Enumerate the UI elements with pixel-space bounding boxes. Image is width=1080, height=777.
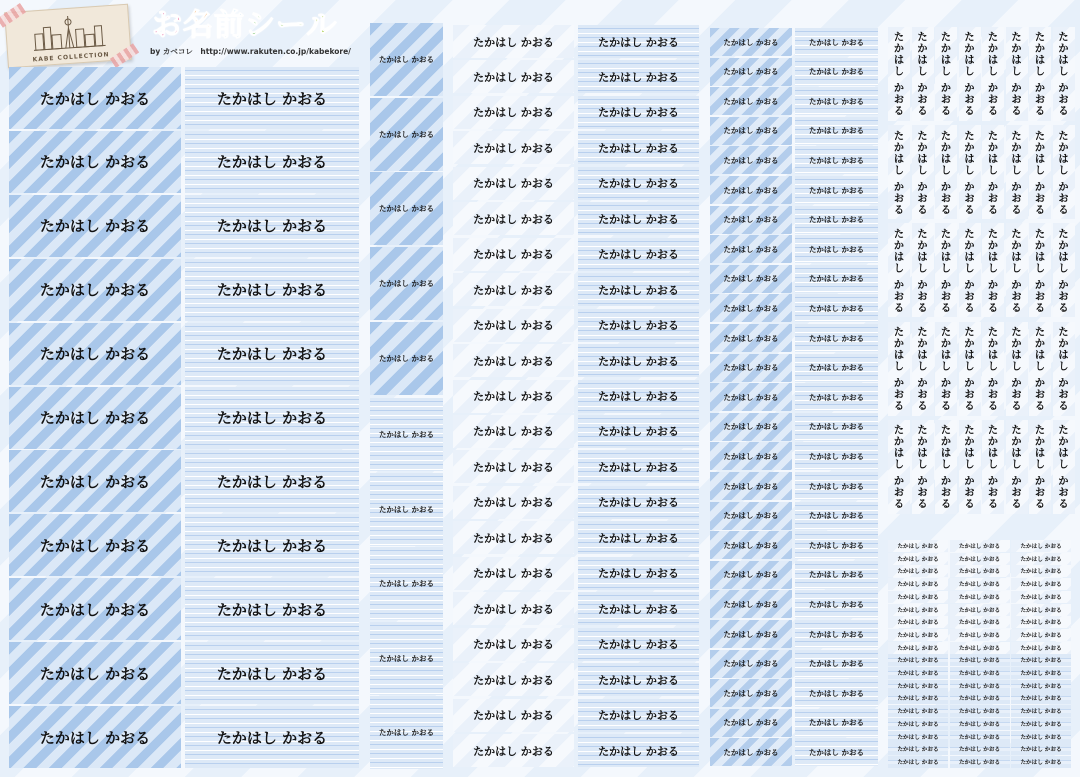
name-sticker: たかはし かおる — [578, 273, 699, 306]
vertical-name-sticker: たかはし かおる — [1053, 223, 1075, 317]
name-sticker: たかはし かおる — [578, 25, 699, 58]
title-char: シ — [245, 8, 276, 43]
vertical-name-sticker: たかはし かおる — [959, 322, 981, 416]
name-sticker: たかはし かおる — [185, 259, 359, 321]
name-sticker: たかはし かおる — [578, 699, 699, 732]
name-sticker: たかはし かおる — [710, 87, 792, 115]
vertical-name-sticker: たかはし かおる — [1006, 223, 1028, 317]
vertical-name-sticker: たかはし かおる — [888, 125, 910, 219]
name-sticker: たかはし かおる — [950, 616, 1010, 628]
name-sticker: たかはし かおる — [795, 58, 878, 86]
name-sticker: たかはし かおる — [795, 650, 878, 678]
name-sticker: たかはし かおる — [578, 167, 699, 200]
name-sticker: たかはし かおる — [710, 28, 792, 56]
name-sticker: たかはし かおる — [795, 472, 878, 500]
name-sticker: たかはし かおる — [795, 87, 878, 115]
name-sticker: たかはし かおる — [1011, 553, 1071, 565]
name-sticker: たかはし かおる — [710, 265, 792, 293]
name-sticker: たかはし かおる — [950, 578, 1010, 590]
vertical-name-sticker: たかはし かおる — [912, 420, 934, 514]
name-sticker: たかはし かおる — [453, 415, 574, 448]
vertical-name-sticker: たかはし かおる — [1006, 322, 1028, 416]
name-sticker: たかはし かおる — [578, 521, 699, 554]
name-sticker: たかはし かおる — [1011, 629, 1071, 641]
name-sticker: たかはし かおる — [888, 540, 948, 552]
name-sticker: たかはし かおる — [9, 514, 181, 576]
name-sticker: たかはし かおる — [710, 709, 792, 737]
vertical-name-sticker: たかはし かおる — [1053, 420, 1075, 514]
vertical-name-sticker: たかはし かおる — [935, 125, 957, 219]
name-sticker: たかはし かおる — [710, 472, 792, 500]
name-sticker: たかはし かおる — [950, 604, 1010, 616]
name-sticker: たかはし かおる — [578, 415, 699, 448]
name-sticker: たかはし かおる — [888, 642, 948, 654]
name-sticker: たかはし かおる — [1011, 667, 1071, 679]
name-sticker: たかはし かおる — [578, 486, 699, 519]
name-sticker: たかはし かおる — [1011, 565, 1071, 577]
vertical-name-sticker: たかはし かおる — [935, 420, 957, 514]
name-sticker: たかはし かおる — [453, 521, 574, 554]
city-skyline-icon — [32, 11, 106, 52]
name-sticker: たかはし かおる — [950, 591, 1010, 603]
name-sticker: たかはし かおる — [795, 383, 878, 411]
name-sticker: たかはし かおる — [795, 413, 878, 441]
name-sticker: たかはし かおる — [795, 294, 878, 322]
name-sticker: たかはし かおる — [578, 663, 699, 696]
logo-caption: KABE COLLECTION — [32, 51, 110, 64]
name-sticker: たかはし かおる — [578, 131, 699, 164]
name-sticker: たかはし かおる — [578, 380, 699, 413]
name-sticker: たかはし かおる — [795, 531, 878, 559]
name-sticker: たかはし かおる — [710, 738, 792, 766]
name-sticker: たかはし かおる — [370, 98, 443, 171]
vertical-name-sticker: たかはし かおる — [912, 322, 934, 416]
name-sticker: たかはし かおる — [185, 642, 359, 704]
name-sticker: たかはし かおる — [710, 531, 792, 559]
name-sticker: たかはし かおる — [1011, 591, 1071, 603]
name-sticker: たかはし かおる — [710, 58, 792, 86]
name-sticker: たかはし かおる — [710, 235, 792, 263]
vertical-name-sticker: たかはし かおる — [1053, 27, 1075, 121]
vertical-name-sticker: たかはし かおる — [1053, 125, 1075, 219]
name-sticker: たかはし かおる — [370, 172, 443, 245]
vertical-name-sticker: たかはし かおる — [888, 27, 910, 121]
name-sticker: たかはし かおる — [950, 743, 1010, 755]
name-sticker: たかはし かおる — [795, 561, 878, 589]
name-sticker: たかはし かおる — [950, 692, 1010, 704]
name-sticker: たかはし かおる — [578, 734, 699, 767]
name-sticker: たかはし かおる — [888, 756, 948, 768]
name-sticker: たかはし かおる — [795, 28, 878, 56]
vertical-name-sticker: たかはし かおる — [959, 125, 981, 219]
vertical-name-sticker: たかはし かおる — [1006, 420, 1028, 514]
name-sticker: たかはし かおる — [795, 324, 878, 352]
name-sticker: たかはし かおる — [370, 547, 443, 620]
name-sticker: たかはし かおる — [185, 67, 359, 129]
vertical-name-sticker: たかはし かおる — [888, 420, 910, 514]
name-sticker: たかはし かおる — [888, 743, 948, 755]
vertical-name-sticker: たかはし かおる — [982, 27, 1004, 121]
vertical-name-sticker: たかはし かおる — [912, 125, 934, 219]
vertical-name-sticker: たかはし かおる — [912, 27, 934, 121]
vertical-name-sticker: たかはし かおる — [1029, 223, 1051, 317]
name-sticker: たかはし かおる — [1011, 743, 1071, 755]
name-sticker: たかはし かおる — [950, 667, 1010, 679]
tape-decoration — [110, 43, 139, 68]
name-sticker: たかはし かおる — [453, 202, 574, 235]
name-sticker: たかはし かおる — [578, 60, 699, 93]
name-sticker: たかはし かおる — [710, 324, 792, 352]
name-sticker: たかはし かおる — [888, 667, 948, 679]
name-sticker: たかはし かおる — [578, 238, 699, 271]
vertical-name-sticker: たかはし かおる — [959, 27, 981, 121]
name-sticker: たかはし かおる — [795, 502, 878, 530]
name-sticker: たかはし かおる — [795, 354, 878, 382]
name-sticker: たかはし かおる — [1011, 705, 1071, 717]
vertical-name-sticker: たかはし かおる — [1029, 125, 1051, 219]
name-sticker: たかはし かおる — [888, 629, 948, 641]
page-title — [152, 6, 337, 46]
name-sticker: たかはし かおる — [453, 380, 574, 413]
name-sticker: たかはし かおる — [453, 486, 574, 519]
name-sticker: たかはし かおる — [370, 247, 443, 320]
name-sticker: たかはし かおる — [453, 557, 574, 590]
name-sticker: たかはし かおる — [370, 622, 443, 695]
name-sticker: たかはし かおる — [795, 679, 878, 707]
name-sticker: たかはし かおる — [185, 706, 359, 768]
name-sticker: たかはし かおる — [888, 692, 948, 704]
name-sticker: たかはし かおる — [578, 592, 699, 625]
name-sticker: たかはし かおる — [453, 96, 574, 129]
name-sticker: たかはし かおる — [1011, 680, 1071, 692]
name-sticker: たかはし かおる — [9, 195, 181, 257]
name-sticker: たかはし かおる — [950, 642, 1010, 654]
vertical-name-sticker: たかはし かおる — [959, 223, 981, 317]
name-sticker: たかはし かおる — [710, 620, 792, 648]
vertical-name-sticker: たかはし かおる — [888, 322, 910, 416]
name-sticker: たかはし かおる — [185, 131, 359, 193]
name-sticker: たかはし かおる — [453, 734, 574, 767]
name-sticker: たかはし かおる — [453, 344, 574, 377]
name-sticker: たかはし かおる — [795, 146, 878, 174]
vertical-name-sticker: たかはし かおる — [1006, 27, 1028, 121]
name-sticker: たかはし かおる — [453, 60, 574, 93]
name-sticker: たかはし かおる — [9, 323, 181, 385]
name-sticker: たかはし かおる — [888, 616, 948, 628]
vertical-name-sticker: たかはし かおる — [982, 420, 1004, 514]
name-sticker: たかはし かおる — [1011, 718, 1071, 730]
name-sticker: たかはし かおる — [453, 450, 574, 483]
vertical-name-sticker: たかはし かおる — [982, 322, 1004, 416]
vertical-name-sticker: たかはし かおる — [935, 322, 957, 416]
name-sticker: たかはし かおる — [9, 67, 181, 129]
name-sticker: たかはし かおる — [185, 195, 359, 257]
brand-logo — [4, 4, 132, 69]
name-sticker: たかはし かおる — [888, 604, 948, 616]
name-sticker: たかはし かおる — [950, 705, 1010, 717]
name-sticker: たかはし かおる — [1011, 578, 1071, 590]
vertical-name-sticker: たかはし かおる — [1029, 322, 1051, 416]
name-sticker: たかはし かおる — [578, 628, 699, 661]
name-sticker: たかはし かおる — [185, 514, 359, 576]
name-sticker: たかはし かおる — [185, 450, 359, 512]
vertical-name-sticker: たかはし かおる — [1006, 125, 1028, 219]
name-sticker: たかはし かおる — [710, 650, 792, 678]
vertical-name-sticker: たかはし かおる — [912, 223, 934, 317]
name-sticker: たかはし かおる — [1011, 692, 1071, 704]
name-sticker: たかはし かおる — [1011, 756, 1071, 768]
name-sticker: たかはし かおる — [9, 642, 181, 704]
name-sticker: たかはし かおる — [1011, 540, 1071, 552]
name-sticker: たかはし かおる — [710, 206, 792, 234]
name-sticker: たかはし かおる — [710, 590, 792, 618]
name-sticker: たかはし かおる — [453, 309, 574, 342]
title-char: お — [152, 8, 183, 43]
name-sticker: たかはし かおる — [9, 387, 181, 449]
name-sticker: たかはし かおる — [453, 628, 574, 661]
name-sticker: たかはし かおる — [185, 387, 359, 449]
vertical-name-sticker: たかはし かおる — [1029, 420, 1051, 514]
name-sticker: たかはし かおる — [453, 131, 574, 164]
name-sticker: たかはし かおる — [795, 206, 878, 234]
name-sticker: たかはし かおる — [578, 96, 699, 129]
name-sticker: たかはし かおる — [795, 738, 878, 766]
name-sticker: たかはし かおる — [888, 731, 948, 743]
name-sticker: たかはし かおる — [9, 259, 181, 321]
name-sticker: たかはし かおる — [795, 590, 878, 618]
vertical-name-sticker: たかはし かおる — [982, 125, 1004, 219]
name-sticker: たかはし かおる — [710, 117, 792, 145]
title-char: ー — [276, 8, 307, 43]
name-sticker: たかはし かおる — [795, 265, 878, 293]
name-sticker: たかはし かおる — [950, 565, 1010, 577]
name-sticker: たかはし かおる — [888, 680, 948, 692]
name-sticker: たかはし かおる — [453, 238, 574, 271]
vertical-name-sticker: たかはし かおる — [888, 223, 910, 317]
name-sticker: たかはし かおる — [453, 663, 574, 696]
name-sticker: たかはし かおる — [1011, 731, 1071, 743]
name-sticker: たかはし かおる — [950, 540, 1010, 552]
name-sticker: たかはし かおる — [950, 629, 1010, 641]
name-sticker: たかはし かおる — [710, 294, 792, 322]
name-sticker: たかはし かおる — [795, 442, 878, 470]
name-sticker: たかはし かおる — [9, 578, 181, 640]
name-sticker: たかはし かおる — [710, 442, 792, 470]
name-sticker: たかはし かおる — [185, 578, 359, 640]
name-sticker: たかはし かおる — [888, 578, 948, 590]
name-sticker: たかはし かおる — [710, 146, 792, 174]
name-sticker: たかはし かおる — [795, 176, 878, 204]
name-sticker: たかはし かおる — [888, 553, 948, 565]
name-sticker: たかはし かおる — [453, 25, 574, 58]
name-sticker: たかはし かおる — [888, 705, 948, 717]
vertical-name-sticker: たかはし かおる — [1053, 322, 1075, 416]
name-sticker: たかはし かおる — [950, 553, 1010, 565]
name-sticker: たかはし かおる — [370, 473, 443, 546]
name-sticker: たかはし かおる — [950, 654, 1010, 666]
name-sticker: たかはし かおる — [710, 413, 792, 441]
name-sticker: たかはし かおる — [578, 450, 699, 483]
name-sticker: たかはし かおる — [9, 450, 181, 512]
title-char: 名 — [183, 8, 214, 43]
name-sticker: たかはし かおる — [950, 731, 1010, 743]
name-sticker: たかはし かおる — [950, 718, 1010, 730]
title-char: ル — [306, 8, 338, 43]
name-sticker: たかはし かおる — [795, 235, 878, 263]
name-sticker: たかはし かおる — [710, 176, 792, 204]
name-sticker: たかはし かおる — [578, 557, 699, 590]
name-sticker: たかはし かおる — [950, 756, 1010, 768]
name-sticker: たかはし かおる — [1011, 604, 1071, 616]
name-sticker: たかはし かおる — [950, 680, 1010, 692]
name-sticker: たかはし かおる — [1011, 654, 1071, 666]
name-sticker: たかはし かおる — [710, 354, 792, 382]
name-sticker: たかはし かおる — [9, 706, 181, 768]
name-sticker: たかはし かおる — [578, 344, 699, 377]
name-sticker: たかはし かおる — [710, 383, 792, 411]
name-sticker: たかはし かおる — [710, 679, 792, 707]
byline: by カベコレ http://www.rakuten.co.jp/kabekore/ — [150, 47, 351, 56]
name-sticker: たかはし かおる — [185, 323, 359, 385]
name-sticker: たかはし かおる — [453, 273, 574, 306]
name-sticker: たかはし かおる — [710, 502, 792, 530]
name-sticker: たかはし かおる — [795, 620, 878, 648]
name-sticker: たかはし かおる — [888, 718, 948, 730]
name-sticker: たかはし かおる — [578, 202, 699, 235]
name-sticker: たかはし かおる — [578, 309, 699, 342]
name-sticker: たかはし かおる — [9, 131, 181, 193]
name-sticker: たかはし かおる — [370, 322, 443, 395]
name-sticker: たかはし かおる — [453, 699, 574, 732]
name-sticker: たかはし かおる — [888, 654, 948, 666]
name-sticker: たかはし かおる — [370, 696, 443, 769]
name-sticker: たかはし かおる — [453, 167, 574, 200]
name-sticker: たかはし かおる — [888, 591, 948, 603]
name-sticker: たかはし かおる — [453, 592, 574, 625]
name-sticker: たかはし かおる — [370, 23, 443, 96]
vertical-name-sticker: たかはし かおる — [935, 27, 957, 121]
name-sticker: たかはし かおる — [1011, 616, 1071, 628]
name-sticker: たかはし かおる — [1011, 642, 1071, 654]
vertical-name-sticker: たかはし かおる — [982, 223, 1004, 317]
vertical-name-sticker: たかはし かおる — [1029, 27, 1051, 121]
title-char: 前 — [214, 8, 245, 43]
name-sticker: たかはし かおる — [795, 709, 878, 737]
vertical-name-sticker: たかはし かおる — [959, 420, 981, 514]
name-sticker: たかはし かおる — [710, 561, 792, 589]
tape-decoration — [0, 3, 26, 28]
vertical-name-sticker: たかはし かおる — [935, 223, 957, 317]
name-sticker: たかはし かおる — [370, 398, 443, 471]
name-sticker: たかはし かおる — [888, 565, 948, 577]
name-sticker: たかはし かおる — [795, 117, 878, 145]
